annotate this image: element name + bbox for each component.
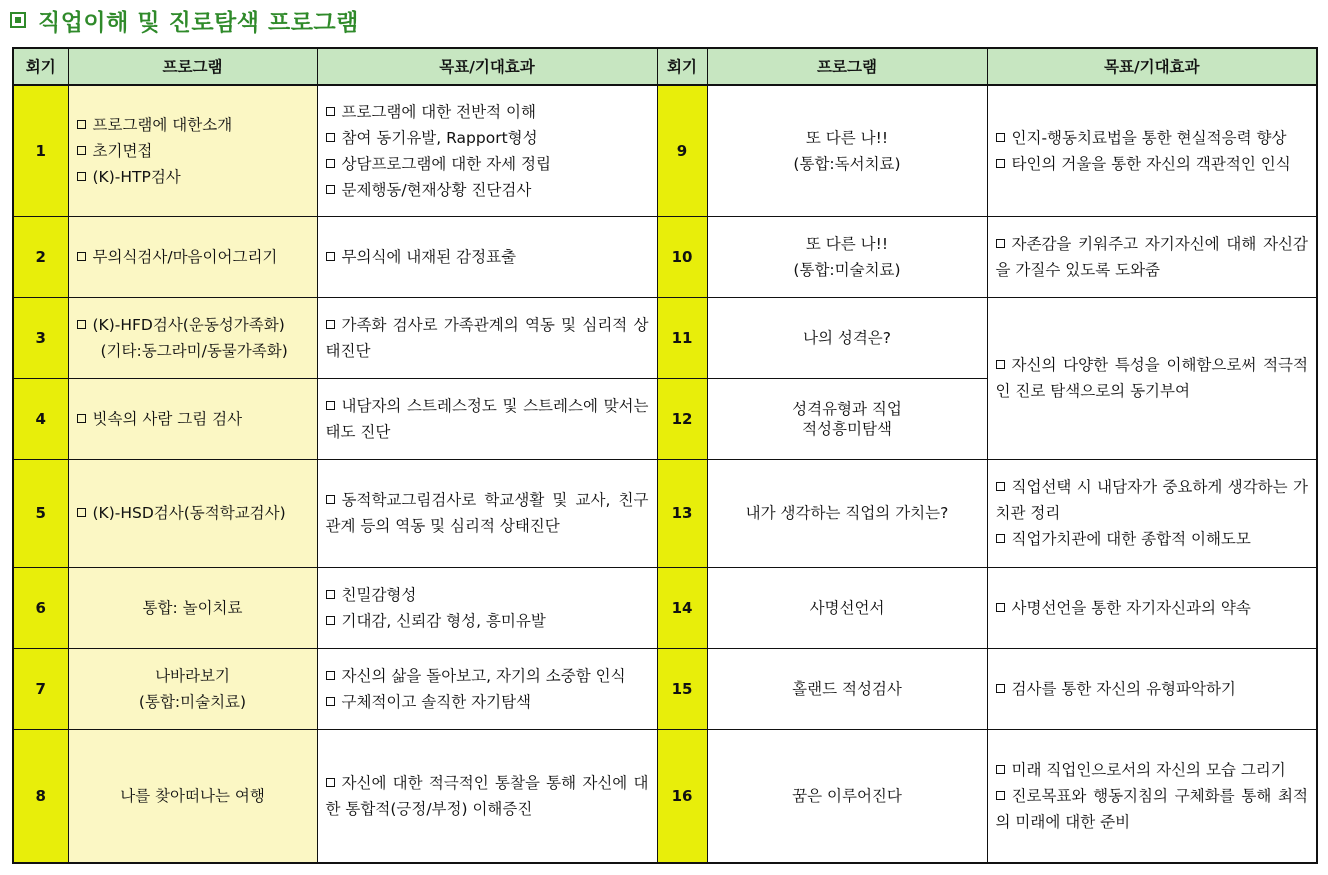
program-cell: 통합: 놀이치료 (68, 567, 317, 648)
checkbox-icon (77, 320, 86, 329)
goal-cell: 내담자의 스트레스정도 및 스트레스에 맞서는 태도 진단 (317, 378, 657, 459)
table-row (13, 297, 1317, 378)
checkbox-icon (77, 414, 86, 423)
filled-square-icon (10, 12, 26, 28)
checkbox-icon (326, 252, 335, 261)
checkbox-icon (326, 778, 335, 787)
program-cell: 나의 성격은? (707, 297, 987, 378)
checkbox-icon (996, 482, 1005, 491)
checkbox-icon (77, 508, 86, 517)
checkbox-icon (326, 590, 335, 599)
checkbox-icon (326, 671, 335, 680)
goal-cell: 자신에 대한 적극적인 통찰을 통해 자신에 대한 통합적(긍정/부정) 이해증진 (317, 729, 657, 863)
page-title-text: 직업이해 및 진로탐색 프로그램 (38, 9, 359, 36)
program-cell: 무의식검사/마음이어그리기 (68, 216, 317, 297)
session-number: 10 (657, 216, 707, 297)
header-goal: 목표/기대효과 (317, 48, 657, 85)
goal-cell: 직업선택 시 내담자가 중요하게 생각하는 가치관 정리 직업가치관에 대한 종합적 이해도모 (987, 459, 1317, 567)
goal-cell: 사명선언을 통한 자기자신과의 약속 (987, 567, 1317, 648)
table-row (13, 567, 1317, 648)
table-row (13, 85, 1317, 216)
goal-cell: 검사를 통한 자신의 유형파악하기 (987, 648, 1317, 729)
checkbox-icon (996, 239, 1005, 248)
checkbox-icon (326, 320, 335, 329)
program-cell: 홀랜드 적성검사 (707, 648, 987, 729)
goal-cell: 자신의 다양한 특성을 이해함으로써 적극적인 진로 탐색으로의 동기부여 (987, 297, 1317, 459)
table-row (13, 648, 1317, 729)
table-row (13, 216, 1317, 297)
checkbox-icon (326, 185, 335, 194)
page-title (10, 3, 359, 37)
program-cell: 나바라보기 (통합:미술치료) (68, 648, 317, 729)
program-cell: 성격유형과 직업 적성흥미탐색 (707, 378, 987, 459)
header-session: 회기 (13, 48, 68, 85)
checkbox-icon (326, 107, 335, 116)
session-number: 9 (657, 85, 707, 216)
checkbox-icon (326, 697, 335, 706)
checkbox-icon (996, 133, 1005, 142)
header-program: 프로그램 (68, 48, 317, 85)
checkbox-icon (996, 791, 1005, 800)
program-cell: (K)-HSD검사(동적학교검사) (68, 459, 317, 567)
header-program-right: 프로그램 (707, 48, 987, 85)
goal-cell: 무의식에 내재된 감정표출 (317, 216, 657, 297)
header-session-right: 회기 (657, 48, 707, 85)
session-number: 13 (657, 459, 707, 567)
session-number: 2 (13, 216, 68, 297)
checkbox-icon (326, 495, 335, 504)
goal-cell: 미래 직업인으로서의 자신의 모습 그리기 진로목표와 행동지침의 구체화를 통해 최적의 미래에 대한 준비 (987, 729, 1317, 863)
checkbox-icon (326, 616, 335, 625)
program-cell: (K)-HFD검사(운동성가족화) (기타:동그라미/동물가족화) (68, 297, 317, 378)
goal-cell: 프로그램에 대한 전반적 이해 참여 동기유발, Rapport형성 상담프로그램에 대한 자세 정립 문제행동/현재상황 진단검사 (317, 85, 657, 216)
header-goal-right: 목표/기대효과 (987, 48, 1317, 85)
session-number: 8 (13, 729, 68, 863)
session-number: 16 (657, 729, 707, 863)
checkbox-icon (996, 603, 1005, 612)
program-cell: 사명선언서 (707, 567, 987, 648)
session-number: 4 (13, 378, 68, 459)
goal-cell: 친밀감형성 기대감, 신뢰감 형성, 흥미유발 (317, 567, 657, 648)
session-number: 14 (657, 567, 707, 648)
session-number: 6 (13, 567, 68, 648)
checkbox-icon (996, 684, 1005, 693)
session-number: 12 (657, 378, 707, 459)
session-number: 3 (13, 297, 68, 378)
checkbox-icon (326, 133, 335, 142)
program-cell: 또 다른 나!! (통합:독서치료) (707, 85, 987, 216)
checkbox-icon (77, 120, 86, 129)
program-cell: 또 다른 나!! (통합:미술치료) (707, 216, 987, 297)
table-row (13, 459, 1317, 567)
program-cell: 빗속의 사람 그림 검사 (68, 378, 317, 459)
program-cell: 나를 찾아떠나는 여행 (68, 729, 317, 863)
program-cell: 프로그램에 대한소개 초기면접 (K)-HTP검사 (68, 85, 317, 216)
program-cell: 꿈은 이루어진다 (707, 729, 987, 863)
checkbox-icon (77, 252, 86, 261)
checkbox-icon (996, 159, 1005, 168)
checkbox-icon (326, 159, 335, 168)
checkbox-icon (77, 146, 86, 155)
session-number: 7 (13, 648, 68, 729)
program-table (12, 47, 1318, 864)
header-row (13, 48, 1317, 85)
session-number: 5 (13, 459, 68, 567)
goal-cell: 동적학교그림검사로 학교생활 및 교사, 친구관계 등의 역동 및 심리적 상태진단 (317, 459, 657, 567)
goal-cell: 가족화 검사로 가족관계의 역동 및 심리적 상태진단 (317, 297, 657, 378)
goal-cell: 인지-행동치료법을 통한 현실적응력 향상 타인의 거울을 통한 자신의 객관적인 인식 (987, 85, 1317, 216)
goal-cell: 자존감을 키워주고 자기자신에 대해 자신감을 가질수 있도록 도와줌 (987, 216, 1317, 297)
checkbox-icon (996, 765, 1005, 774)
table-row (13, 729, 1317, 863)
checkbox-icon (996, 360, 1005, 369)
program-cell: 내가 생각하는 직업의 가치는? (707, 459, 987, 567)
session-number: 15 (657, 648, 707, 729)
checkbox-icon (326, 401, 335, 410)
session-number: 1 (13, 85, 68, 216)
checkbox-icon (77, 172, 86, 181)
checkbox-icon (996, 534, 1005, 543)
session-number: 11 (657, 297, 707, 378)
goal-cell: 자신의 삶을 돌아보고, 자기의 소중함 인식 구체적이고 솔직한 자기탐색 (317, 648, 657, 729)
